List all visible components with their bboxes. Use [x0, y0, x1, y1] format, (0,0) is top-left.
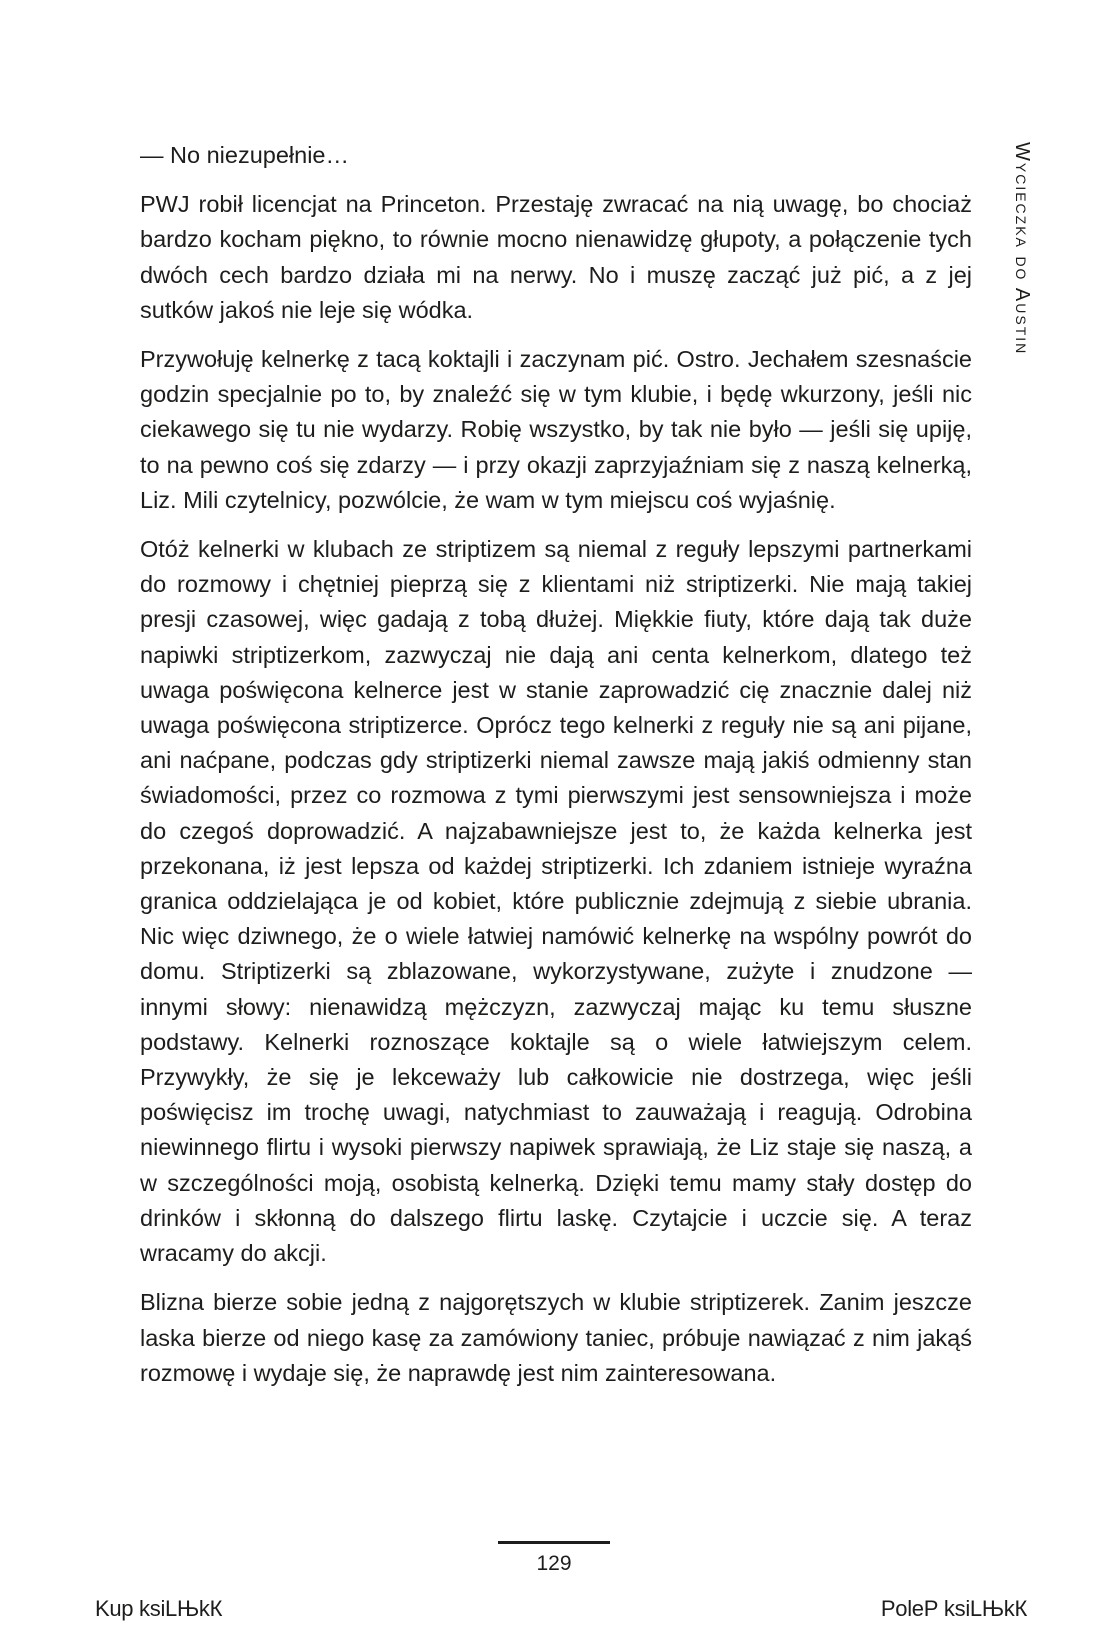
footer-recommend-book-link[interactable]: PoleР ksiLЊkК: [880, 1596, 1027, 1621]
footer-buy-book-link[interactable]: Kup ksiLЊkК: [95, 1596, 223, 1621]
paragraph: Przywołuję kelnerkę z tacą koktajli i zaczynam pić. Ostro. Jechałem szesnaście godzin specjalnie po to, by znaleźć się w tym klubie, i będę wkurzony, jeśli nic ciekawego się tu nie wydarzy. Robię wszystko, by tak nie było — jeśli się upiję, to na pewno coś się zdarzy — i przy okazji zaprzyjaźniam się z naszą kelnerką, Liz. Mili czytelnicy, pozwólcie, że wam w tym miejscu coś wyjaśnię.: [140, 346, 972, 513]
running-head: Wycieczka do Austin: [1011, 142, 1033, 356]
paragraph: Otóż kelnerki w klubach ze striptizem są niemal z reguły lepszymi partnerkami do rozmowy i chętniej pieprzą się z klientami niż striptizerki. Nie mają takiej presji czasowej, więc gadają z tobą dłużej. Miękkie fiuty, które dają tak duże napiwki striptizerkom, zazwyczaj nie dają ani centa kelnerkom, dlatego też uwaga poświęcona kelnerce jest w stanie zaprowadzić cię znacznie dalej niż uwaga poświęcona striptizerce. Oprócz tego kelnerki z reguły nie są ani pijane, ani naćpane, podczas gdy striptizerki niemal zawsze mają jakiś odmienny stan świadomości, przez co rozmowa z tymi pierwszymi jest sensowniejsza i może do czegoś doprowadzić. A najzabawniejsze jest to, że każda kelnerka jest przekonana, iż jest lepsza od każdej striptizerki. Ich zdaniem istnieje wyraźna granica oddzielająca je od kobiet, które publicznie zdejmują z siebie ubrania. Nic więc dziwnego, że o wiele łatwiej namówić kelnerkę na wspólny powrót do domu. Striptizerki są zblazowane, wykorzystywane, zużyte i znudzone — innymi słowy: nienawidzą mężczyzn, zazwyczaj mając ku temu słuszne podstawy. Kelnerki roznoszące koktajle są o wiele łatwiejszym celem. Przywykły, że się je lekceważy lub całkowicie nie dostrzega, więc jeśli poświęcisz im trochę uwagi, natychmiast to zauważają i reagują. Odrobina niewinnego flirtu i wysoki pierwszy napiwek sprawiają, że Liz staje się naszą, a w szczególności moją, osobistą kelnerką. Dzięki temu mamy stały dostęp do drinków i skłonną do dalszego flirtu laskę. Czytajcie i uczcie się. A teraz wracamy do akcji.: [140, 536, 972, 1267]
paragraph-dialogue: — No niezupełnie…: [140, 142, 349, 168]
folio-rule: [498, 1541, 610, 1544]
paragraph: PWJ robił licencjat na Princeton. Przestaję zwracać na nią uwagę, bo chociaż bardzo kocham piękno, to równie mocno nienawidzę głupoty, a połączenie tych dwóch cech bardzo działa mi na nerwy. No i muszę zacząć już pić, a z jej sutków jakoś nie leje się wódka.: [140, 191, 972, 323]
page-number: 129: [536, 1552, 572, 1575]
paragraph: Blizna bierze sobie jedną z najgorętszych w klubie striptizerek. Zanim jeszcze laska bierze od niego kasę za zamówiony taniec, próbuje nawiązać z nim jakąś rozmowę i wydaje się, że naprawdę jest nim zainteresowana.: [140, 1289, 972, 1386]
body-text: [140, 138, 972, 1405]
